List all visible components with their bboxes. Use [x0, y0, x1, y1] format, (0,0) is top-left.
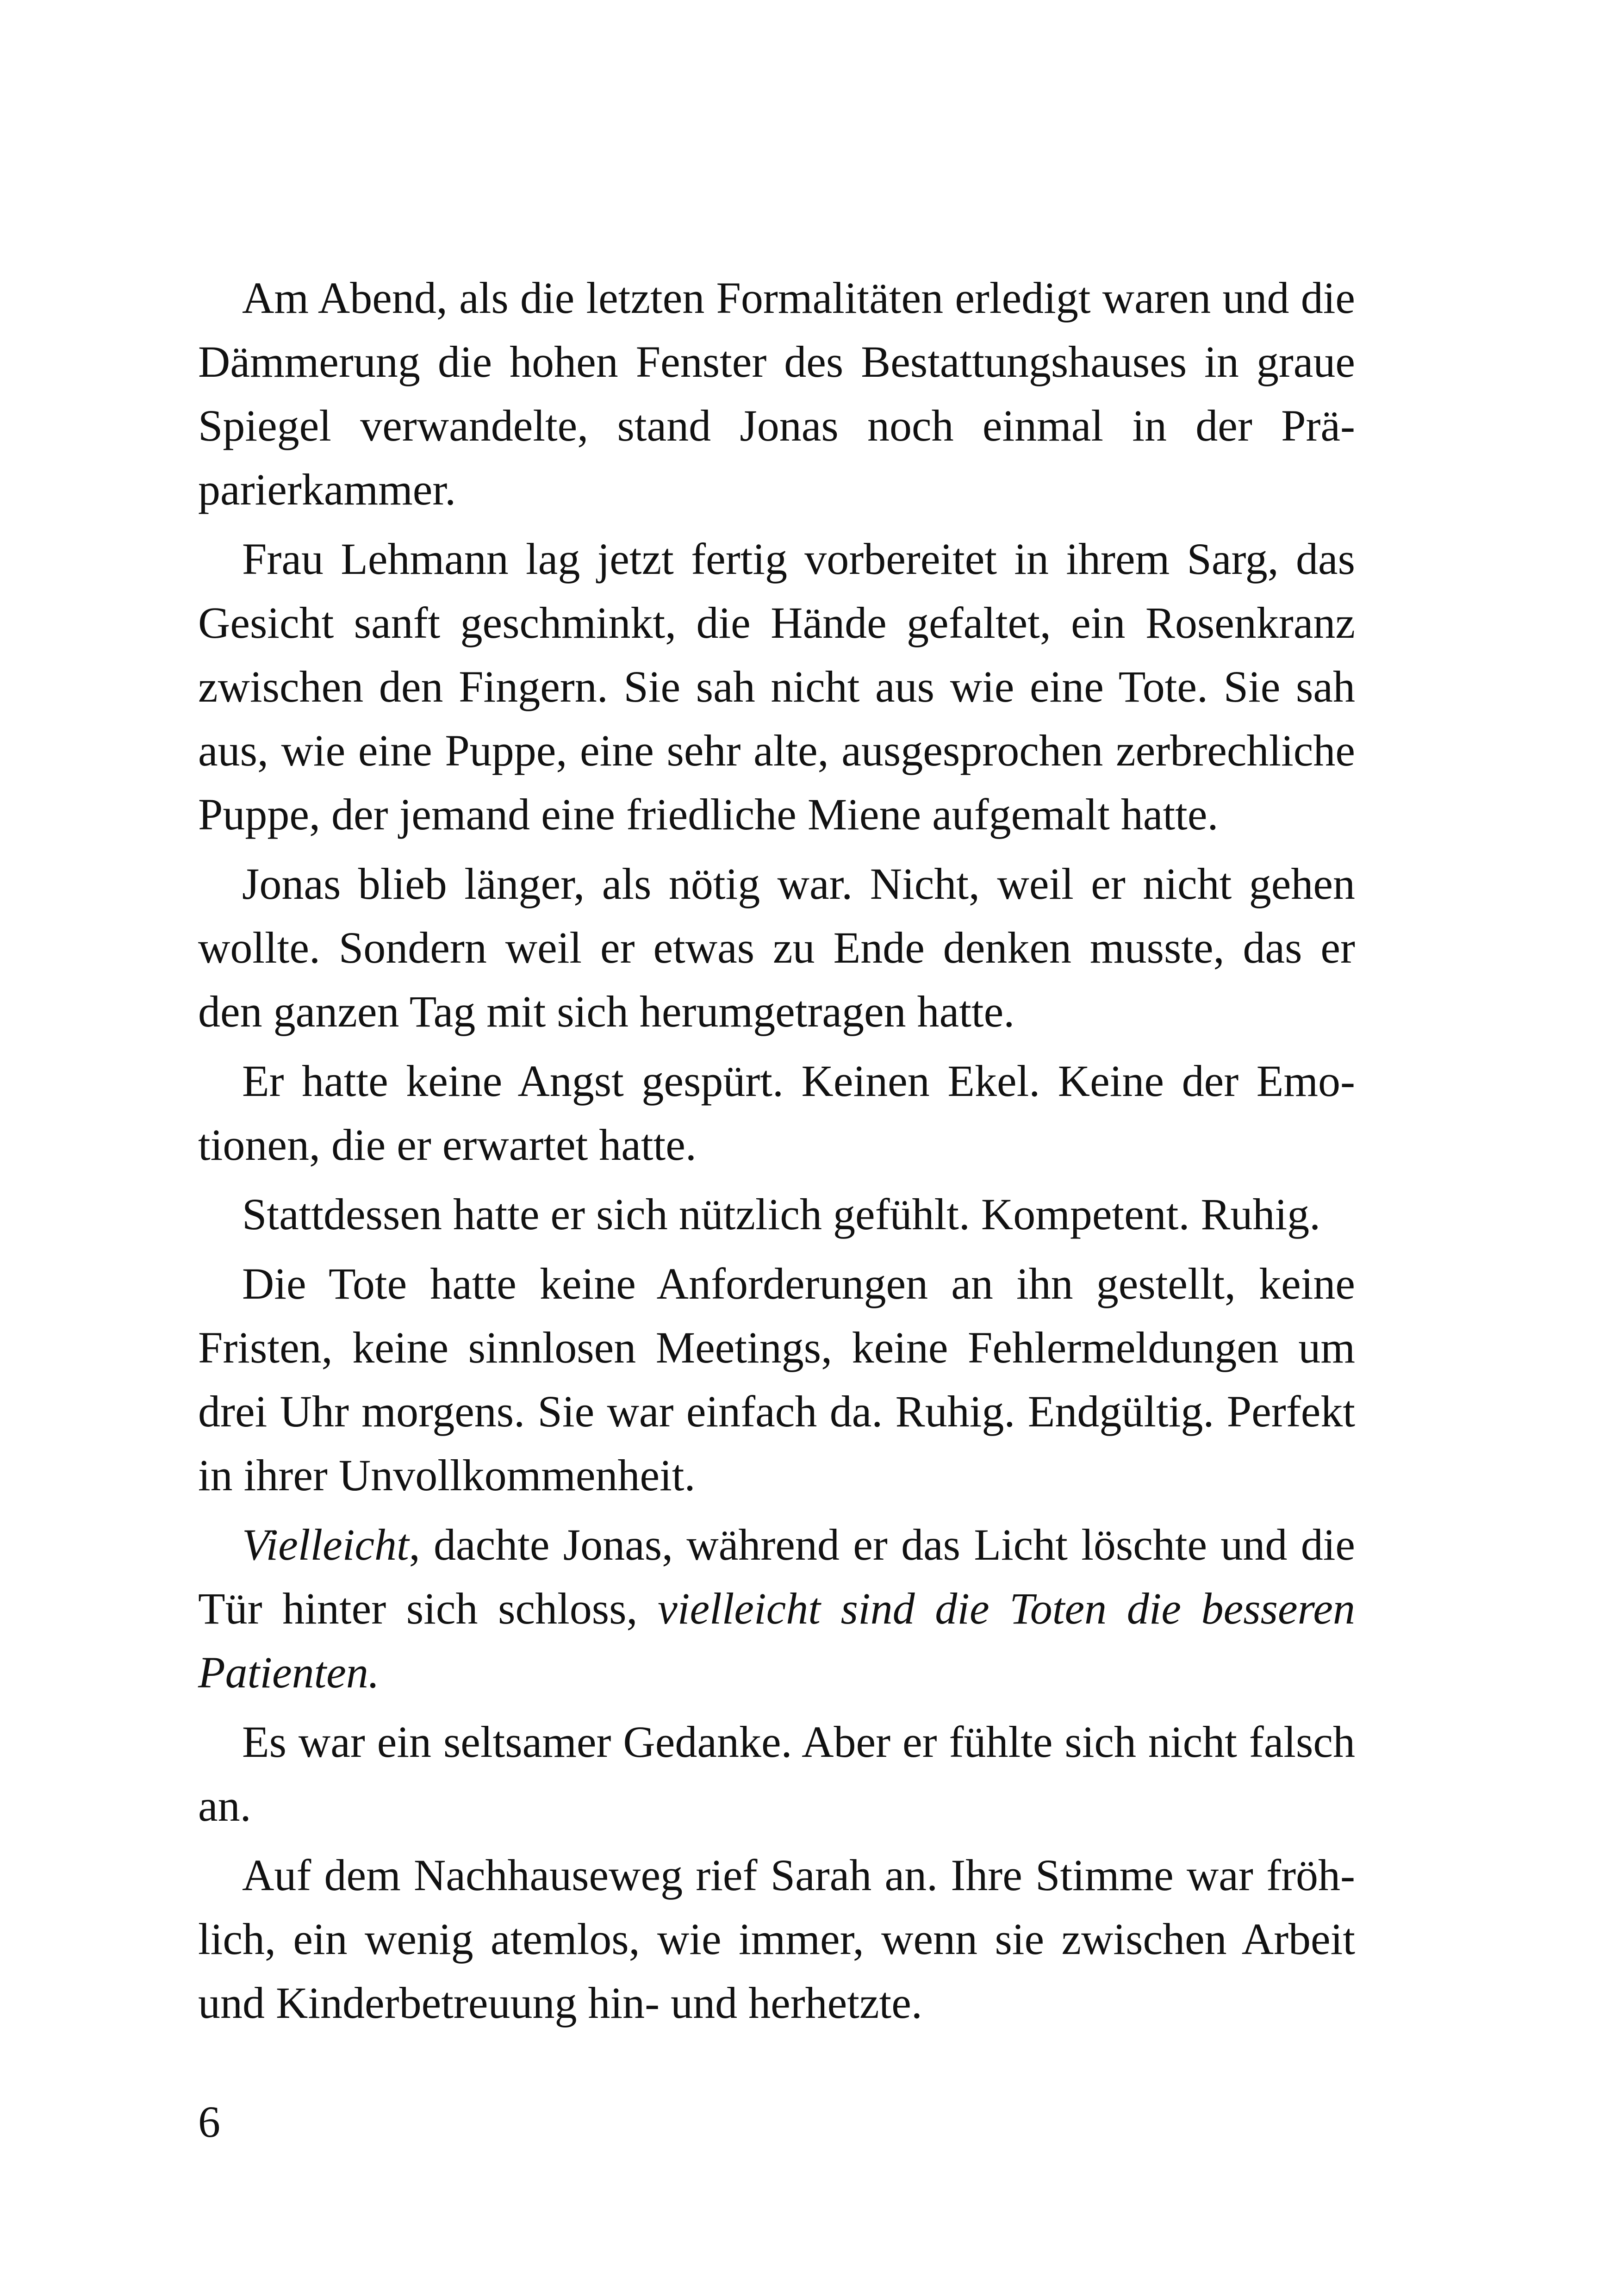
- body-text: [198, 266, 1355, 2041]
- paragraph: Es war ein seltsamer Gedanke. Aber er fühlte sich nicht falsch an.: [198, 1717, 1355, 1830]
- paragraph: Er hatte keine Angst gespürt. Keinen Ekel. Keine der Emotionen, die er erwartet hatte.: [198, 1056, 1355, 1170]
- page-number: 6: [198, 2097, 220, 2147]
- paragraph: Stattdessen hatte er sich nützlich gefühlt. Kompetent. Ruhig.: [242, 1189, 1321, 1239]
- italic-thought-end: vielleicht sind die Toten die besseren Patienten.: [198, 1584, 1356, 1697]
- paragraph-with-italic-thought: [198, 1513, 1355, 1705]
- italic-thought-start: Vielleicht: [242, 1520, 409, 1569]
- paragraph: Frau Lehmann lag jetzt fertig vorbereitet in ihrem Sarg, das Gesicht sanft geschminkt, die Hände gefaltet, ein Rosenkranz zwischen den Fingern. Sie sah nicht aus wie eine Tote. Sie sah aus, wie eine Puppe, eine sehr alte, ausgesprochen zerbrechliche Puppe, der jemand eine friedliche Miene aufgemalt hatte.: [198, 534, 1355, 839]
- paragraph: Auf dem Nachhauseweg rief Sarah an. Ihre Stimme war fröhlich, ein wenig atemlos, wie immer, wenn sie zwischen Arbeit und Kinderbetreuung hin- und herhetzte.: [198, 1850, 1355, 2028]
- paragraph: Jonas blieb länger, als nötig war. Nicht, weil er nicht gehen wollte. Sondern weil er etwas zu Ende denken musste, das er den ganzen Tag mit sich herumgetragen hatte.: [198, 859, 1355, 1036]
- paragraph: Am Abend, als die letzten Formalitäten erledigt waren und die Dämmerung die hohen Fenster des Bestattungshauses in graue Spiegel verwandelte, stand Jonas noch einmal in der Präparierkammer.: [198, 273, 1355, 514]
- paragraph: Die Tote hatte keine Anforderungen an ihn gestellt, keine Fristen, keine sinnlosen Meetings, keine Fehlermeldungen um drei Uhr morgens. Sie war einfach da. Ruhig. Endgültig. Perfekt in ihrer Unvollkommenheit.: [198, 1259, 1355, 1500]
- narration: , dachte Jonas, während er das Licht löschte und die Tür hinter sich schloss,: [198, 1520, 1355, 1633]
